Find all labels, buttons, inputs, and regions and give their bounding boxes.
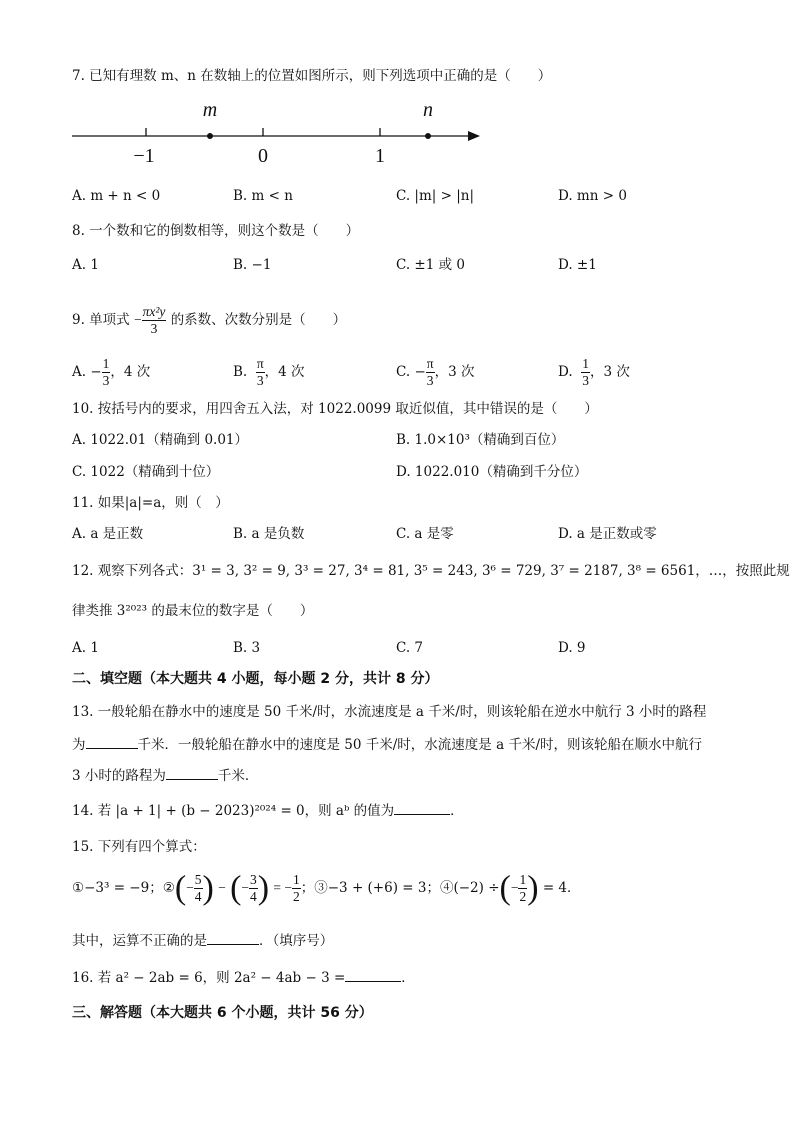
q12-option-c: C. 7 bbox=[396, 640, 424, 656]
q15-blank[interactable] bbox=[207, 930, 259, 945]
q10-stem: 10. 按括号内的要求，用四舍五入法，对 1022.0099 取近似值，其中错误的是（ ） bbox=[72, 401, 598, 417]
q14-line: 14. 若 |a + 1| + (b − 2023)²⁰²⁴ = 0，则 aᵇ 的值为 ． bbox=[72, 800, 464, 821]
tick-1: 1 bbox=[375, 145, 385, 167]
q9-option-a: A. − $\frac{1}{3}$ ，4 次 bbox=[72, 356, 151, 388]
number-line bbox=[68, 96, 488, 170]
q8-option-c: C. ±1 或 0 bbox=[396, 257, 466, 273]
q10-option-c: C. 1022（精确到十位） bbox=[72, 464, 220, 480]
q15-expressions: ①−3³ = −9；②(− $\frac{5}{4}$ ) − (− $\frac{3}{4}$ ) = − $\frac{1}{2}$ ；③−3 + (+6) = 3；④(−2) ÷(− $\frac{1}{2}$ ) = 4． bbox=[72, 869, 581, 907]
q15-answer-line: 其中，运算不正确的是 ．（填序号） bbox=[72, 930, 333, 951]
q12-option-d: D. 9 bbox=[558, 640, 586, 656]
q8-option-d: D. ±1 bbox=[558, 257, 597, 273]
q9-option-c: C. − $\frac{\pi}{3}$ ，3 次 bbox=[396, 356, 475, 388]
q8-option-b: B. −1 bbox=[233, 257, 272, 273]
q12-option-a: A. 1 bbox=[72, 640, 99, 656]
label-m: m bbox=[202, 99, 218, 121]
q11-option-b: B. a 是负数 bbox=[233, 526, 305, 542]
q8-option-a: A. 1 bbox=[72, 257, 99, 273]
q9-option-b: B. $\frac{\pi}{3}$ ，4 次 bbox=[233, 356, 305, 388]
tick-neg1: −1 bbox=[133, 145, 155, 167]
tick-0: 0 bbox=[258, 145, 268, 167]
q11-option-c: C. a 是零 bbox=[396, 526, 454, 542]
q7-option-a: A. m + n < 0 bbox=[72, 188, 161, 204]
q16-blank[interactable] bbox=[345, 967, 401, 982]
q14-blank[interactable] bbox=[394, 800, 450, 815]
q15-stem: 15. 下列有四个算式： bbox=[72, 839, 206, 855]
section-fill-in-heading: 二、填空题（本大题共 4 小题，每小题 2 分，共计 8 分） bbox=[72, 671, 439, 687]
section-solve-heading: 三、解答题（本大题共 6 个小题，共计 56 分） bbox=[72, 1005, 373, 1021]
q13-blank-1[interactable] bbox=[86, 734, 138, 749]
q12-option-b: B. 3 bbox=[233, 640, 261, 656]
q7-option-c: C. |m| > |n| bbox=[396, 188, 475, 204]
q12-stem-line2: 律类推 3²⁰²³ 的最末位的数字是（ ） bbox=[72, 603, 314, 619]
q8-stem: 8. 一个数和它的倒数相等，则这个数是（ ） bbox=[72, 223, 360, 239]
q11-stem: 11. 如果|a|=a，则（ ） bbox=[72, 495, 229, 511]
label-n: n bbox=[423, 99, 433, 121]
q13-line1: 13. 一般轮船在静水中的速度是 50 千米/时，水流速度是 a 千米/时，则该轮船在逆水中航行 3 小时的路程 bbox=[72, 704, 707, 720]
q9-stem: 9. 单项式 − $\frac{\text{πx²y}}{3}$ 的系数、次数分别是（ ） bbox=[72, 304, 347, 336]
q11-option-a: A. a 是正数 bbox=[72, 526, 144, 542]
q13-line3: 3 小时的路程为 千米． bbox=[72, 765, 258, 786]
q7-option-b: B. m < n bbox=[233, 188, 293, 204]
q10-option-a: A. 1022.01（精确到 0.01） bbox=[72, 432, 249, 448]
q9-option-d: D. $\frac{1}{3}$ ，3 次 bbox=[558, 356, 630, 388]
q7-option-d: D. mn > 0 bbox=[558, 188, 627, 204]
q10-option-d: D. 1022.010（精确到千分位） bbox=[396, 464, 588, 480]
q13-blank-2[interactable] bbox=[166, 765, 218, 780]
q12-stem-line1: 12. 观察下列各式：3¹ = 3, 3² = 9, 3³ = 27, 3⁴ = 81, 3⁵ = 243, 3⁶ = 729, 3⁷ = 2187, 3⁸ = 6561，…，按照此规 bbox=[72, 563, 790, 579]
q10-option-b: B. 1.0×10³（精确到百位） bbox=[396, 432, 565, 448]
q16-line: 16. 若 a² − 2ab = 6，则 2a² − 4ab − 3 = ． bbox=[72, 967, 415, 988]
q11-option-d: D. a 是正数或零 bbox=[558, 526, 657, 542]
q13-line2: 为 千米．一般轮船在静水中的速度是 50 千米/时，水流速度是 a 千米/时，则该轮船在顺水中航行 bbox=[72, 734, 702, 755]
q7-stem: 7. 已知有理数 m、n 在数轴上的位置如图所示，则下列选项中正确的是（ ） bbox=[72, 68, 552, 84]
